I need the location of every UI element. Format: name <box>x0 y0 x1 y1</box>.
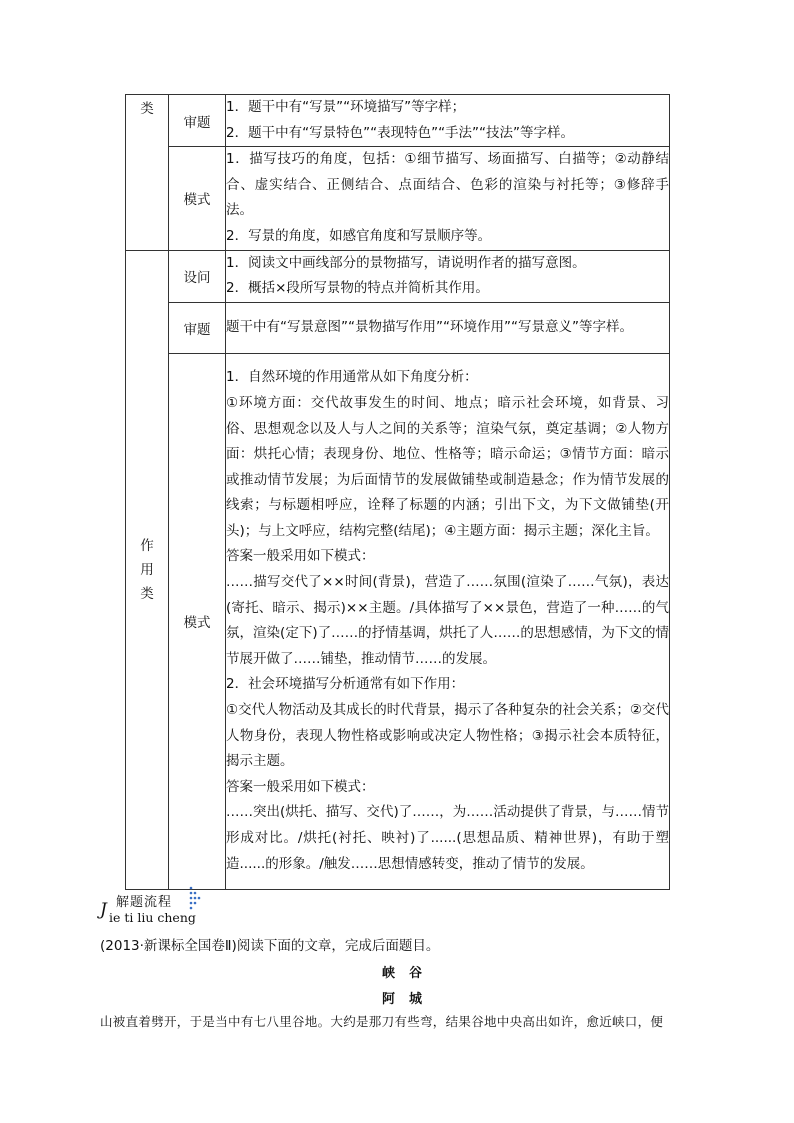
steps-pinyin: ie ti liu cheng <box>109 910 196 925</box>
shenti-line: 2．题干中有“写景特色”“表现特色”“手法”“技法”等字样。 <box>226 124 575 141</box>
moshi-para: ①交代人物活动及其成长的时代背景，揭示了各种复杂的社会关系；②交代人物身份，表现人物性格或影响或决定人物性格；③揭示社会本质特征，揭示主题。 <box>226 702 669 770</box>
moshi-para: ……突出(烘托、描写、交代)了……，为……活动提供了背景，与……情节形成对比。/烘托(衬托、映衬)了......(思想品质、精神世界)，有助于塑造......的形象。/触发……思想情感转变，推动了情节的发展。 <box>226 804 669 872</box>
row-label-text: 设问 <box>183 270 211 287</box>
moshi-para: 2．社会环境描写分析通常有如下作用： <box>226 676 465 693</box>
steps-big-letter: J <box>100 900 107 920</box>
category-char: 作 <box>140 537 154 554</box>
shenti-content-2 <box>226 302 670 353</box>
row-label-shewen <box>169 250 226 302</box>
row-label-moshi-1 <box>169 147 226 250</box>
question-intro: (2013·新课标全国卷Ⅱ)阅读下面的文章，完成后面题目。 <box>100 938 440 954</box>
category-char: 用 <box>140 561 154 578</box>
shenti-text: 题干中有“写景意图”“景物描写作用”“环境作用”“写景意义”等字样。 <box>226 318 633 335</box>
moshi-line: 1．描写技巧的角度，包括：①细节描写、场面描写、白描等；②动静结合、虚实结合、正侧结合、点面结合、色彩的渲染与衬托等；③修辞手法。 <box>226 151 669 219</box>
passage-title: 峡谷 <box>381 966 436 981</box>
moshi-para: ①环境方面：交代故事发生的时间、地点；暗示社会环境，如背景、习俗、思想观念以及人与人之间的关系等；渲染气氛，奠定基调；②人物方面：烘托心情；表现身份、地位、性格等；暗示命运；③情节方面：暗示或推动情节发展；为后面情节的发展做铺垫或制造悬念；作为情节发展的线索；与标题相呼应，诠释了标题的内涵；引出下文，为下文做铺垫(开头)；与上文呼应，结构完整(结尾)；④主题方面：揭示主题；深化主旨。 <box>226 394 669 539</box>
steps-heading <box>100 886 220 926</box>
row-label-shenti-1 <box>169 95 226 147</box>
row-label-moshi-2 <box>169 353 226 889</box>
summary-table <box>125 94 670 890</box>
moshi-para: 1．自然环境的作用通常从如下角度分析： <box>226 369 478 386</box>
passage-author: 阿城 <box>381 992 436 1007</box>
category-cell-zuoyong <box>126 250 169 889</box>
shewen-line: 2．概括×段所写景物的特点并简析其作用。 <box>226 280 489 297</box>
shewen-content <box>226 250 670 302</box>
moshi-para: ……描写交代了××时间(背景)，营造了……氛围(渲染了……气氛)，表达(寄托、暗示、揭示)××主题。/具体描写了××景色，营造了一种……的气氛，渲染(定下)了……的抒情基调，烘托了人……的思想感情，为下文的情节展开做了……铺垫，推动情节……的发展。 <box>226 574 669 667</box>
moshi-line: 2．写景的角度，如感官角度和写景顺序等。 <box>226 227 492 244</box>
dot-diamond-icon <box>188 886 204 912</box>
passage-first-line: 山被直着劈开，于是当中有七八里谷地。大约是那刀有些弯，结果谷地中央高出如许，愈近峡口，便 <box>100 1014 664 1029</box>
category-label-top: 类 <box>140 101 154 117</box>
category-char: 类 <box>140 585 154 602</box>
shenti-content-1 <box>226 95 670 147</box>
row-label-text: 模式 <box>183 192 211 209</box>
category-cell-top <box>126 95 169 251</box>
moshi-para: 答案一般采用如下模式： <box>226 778 375 795</box>
shewen-line: 1．阅读文中画线部分的景物描写，请说明作者的描写意图。 <box>226 254 586 271</box>
row-label-text: 审题 <box>183 321 211 338</box>
moshi-para: 答案一般采用如下模式： <box>226 548 375 565</box>
row-label-text: 审题 <box>183 114 211 131</box>
steps-title: 解题流程 <box>116 895 173 910</box>
moshi-content-1 <box>226 147 670 250</box>
row-label-text: 模式 <box>183 615 211 632</box>
row-label-shenti-2 <box>169 302 226 353</box>
shenti-line: 1．题干中有“写景”“环境描写”等字样； <box>226 99 466 115</box>
moshi-content-2 <box>226 353 670 889</box>
